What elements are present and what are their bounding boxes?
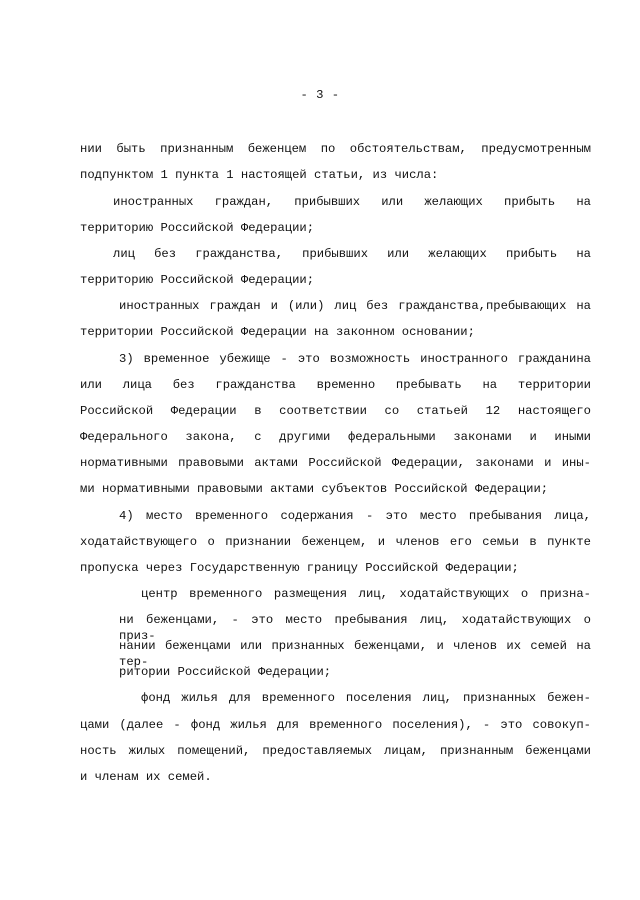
text-line: Российской Федерации в соответствии со статьей 12 настоящего [80, 404, 591, 418]
page-number: - 3 - [300, 88, 340, 102]
text-line: ритории Российской Федерации; [119, 665, 332, 679]
text-line: нии быть признанным беженцем по обстоятельствам, предусмотренным [80, 142, 591, 156]
text-line: цами (далее - фонд жилья для временного поселения), - это совокуп- [80, 718, 591, 732]
text-line: нормативными правовыми актами Российской Федерации, законами и ины- [80, 456, 591, 470]
text-line: или лица без гражданства временно пребывать на территории [80, 378, 591, 392]
text-line: лиц без гражданства, прибывших или желающих прибыть на [113, 247, 591, 261]
text-line: пропуска через Государственную границу Российской Федерации; [80, 561, 519, 575]
text-line: ми нормативными правовыми актами субъектов Российской Федерации; [80, 482, 549, 496]
text-line: ходатайствующего о признании беженцем, и членов его семьи в пункте [80, 535, 591, 549]
text-line: подпунктом 1 пункта 1 настоящей статьи, из числа: [80, 168, 439, 182]
text-line: ни беженцами, - это место пребывания лиц, ходатайствующих о приз- [119, 613, 591, 643]
text-line: и членам их семей. [80, 770, 212, 784]
text-line: территорию Российской Федерации; [80, 221, 315, 235]
text-line: территорию Российской Федерации; [80, 273, 315, 287]
text-line: ность жилых помещений, предоставляемых лицам, признанным беженцами [80, 744, 591, 758]
text-line: 3) временное убежище - это возможность иностранного гражданина [119, 352, 591, 366]
text-line: 4) место временного содержания - это место пребывания лица, [119, 509, 591, 523]
text-line: Федерального закона, с другими федеральными законами и иными [80, 430, 591, 444]
text-line: фонд жилья для временного поселения лиц, признанных бежен- [141, 691, 591, 705]
text-line: нании беженцами или признанных беженцами, и членов их семей на тер- [119, 639, 591, 669]
text-line: иностранных граждан, прибывших или желающих прибыть на [113, 195, 591, 209]
text-line: иностранных граждан и (или) лиц без гражданства,пребывающих на [119, 299, 591, 313]
text-line: территории Российской Федерации на законном основании; [80, 325, 475, 339]
text-line: центр временного размещения лиц, ходатайствующих о призна- [141, 587, 591, 601]
